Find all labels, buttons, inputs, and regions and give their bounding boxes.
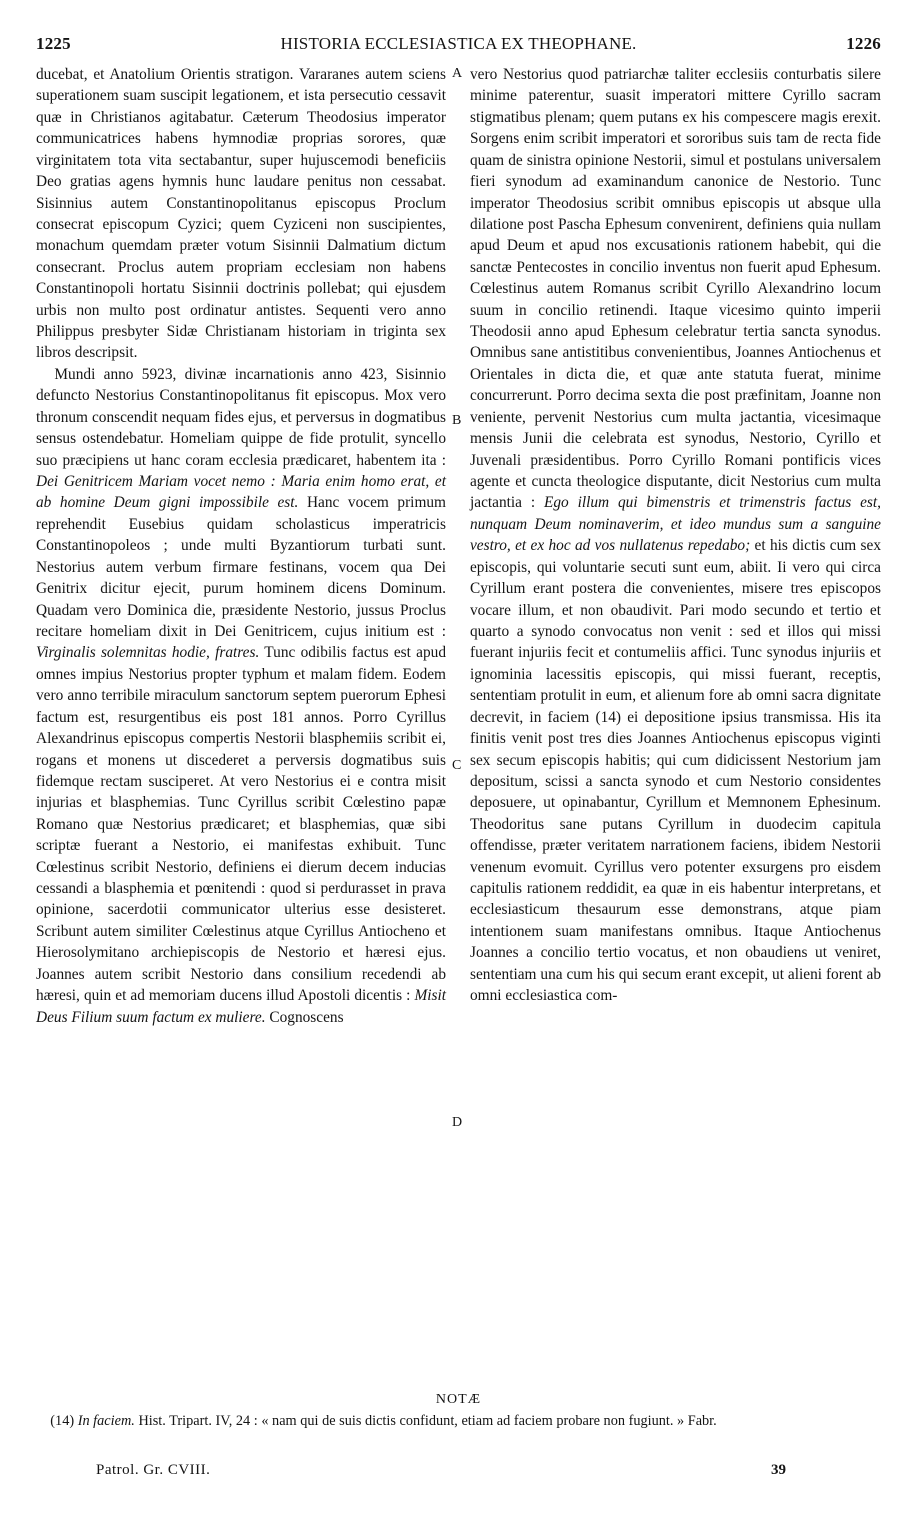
section-marker-a: A xyxy=(452,66,463,81)
left-paragraph-1: ducebat, et Anatolium Orientis stratigon. Vararanes autem sciens superationem suam suscipit legationem, et ista persecutio cessavit quæ in Christianos agitabatur. Cæterum Theodosius imperator communicatrices habens hymnodiæ proprias sorores, quæ virginitatem tota vita sectabantur, super hujuscemodi beneficiis Deo gratias agens hymnis hunc laudare penitus non cessabat. Sisinnius autem Constantinopolitanus episcopus Proclum consecrat episcopum Cyzici; quem Cyziceni non suscipientes, monachum quemdam præter votum Sisinnii Dalmatium dictum consecrant. Proclus autem propriam ecclesiam non habens Constantinopoli hortatu Sisinnii doctrinis pollebat; qui ejusdem urbis non multo post ordinatur antistes. Sequenti vero anno Philippus presbyter Sidæ Christianam historiam in triginta sex libros descripsit. xyxy=(36,66,446,362)
left-text-d: Cognoscens xyxy=(265,1008,344,1026)
page-number-right: 1226 xyxy=(846,34,881,53)
left-paragraph-2 xyxy=(36,364,446,1028)
section-marker-b: B xyxy=(452,413,462,428)
left-column xyxy=(36,64,446,1028)
section-marker-d: D xyxy=(452,1115,463,1130)
right-paragraph-1 xyxy=(470,64,881,1007)
footnote-number: (14) xyxy=(50,1413,75,1429)
right-column xyxy=(470,64,881,1007)
left-text-b: Hanc vocem primum reprehendit Eusebius quidam scholasticus imperatricis Constantinopoleos ; unde multi Byzantiorum turbati sunt. Nestorius autem verbum firmare festinans, vocem qua Dei Genitrix dicitur ejecit, purum hominem dicens Dominum. Quadam vero Dominica die, præsidente Nestorio, jussus Proclus recitare homeliam dixit in Dei Genitricem, cujus initium est : xyxy=(36,494,446,640)
series-signature: Patrol. Gr. CVIII. xyxy=(96,1462,211,1478)
right-text-a: vero Nestorius quod patriarchæ taliter ecclesiis conturbatis silere minime paterentur, suasit imperatori mittere Cyrillo sacram stigmatibus plenam; quem putans ex his compescere magis erexit. Sorgens enim scribit imperatori et sororibus suis tam de recta fide quam de sinistra opinione Nestorii, simul et postulans universalem fieri synodum ad examinandum canonice de Nestorio. Tunc imperator Theodosius scribit omnibus episcopis ut absque ulla dilatione post Pascha Ephesum convenirent, definiens quia nullam apud Deum et apud nos excusationis rationem habebit, qui die sanctæ Pentecostes in concilio inventus non fuerit apud Ephesum. Cœlestinus autem Romanus scribit Cyrillo Alexandrino locum suum in concilio retinendi. Itaque vicesimo quinto imperii Theodosii anno apud Ephesum celebratur tertia sancta synodus. Omnibus sane antistitibus convenientibus, Joannes Antiochenus et Orientales in dicta die, et quæ ante statuta fuerat, minime concurrerunt. Porro decima sexta die post præfinitam, Joanne non veniente, pervenit Nestorius cum multa jactantia, vicesimaque mensis Junii die celebrata est synodus, Nestorio, Cyrillo et Juvenali præsidentibus. Porro Cyrillo Romani pontificis vices agente et cuncta theologice disputante, dicit Nestorius cum multa jactantia : xyxy=(470,66,881,512)
left-quote-2: Virginalis solemnitas hodie, fratres. xyxy=(36,644,260,662)
footnote-14 xyxy=(36,1413,881,1430)
footnote-text: Hist. Tripart. IV, 24 : « nam qui de suis dictis confidunt, etiam ad faciem probare non fugiunt. » Fabr. xyxy=(134,1413,717,1429)
page-number-left: 1225 xyxy=(36,34,71,53)
notes-heading: NOTÆ xyxy=(435,1392,482,1407)
running-header xyxy=(36,34,881,62)
right-text-b: et his dictis cum sex episcopis, qui voluntarie secuti sunt eum, abiit. Ii vero qui circa Cyrillum erant postera die convenientes, misere tres episcopos vocare illum, et non obaudivit. Pari modo secundo et tertio et quarto a synodo convocatus non venit : sed et illos qui missi fuerant injuriis fecit et contumeliis affici. Tunc synodus injuriis et ignominia lacessitis episcopis, qui missi fuerant, receptis, sententiam protulit in eum, et alienum fore ab omni sacra dignitate decrevit, in faciem (14) ei depositione ipsius transmissa. His ita finitis venit post tres dies Joannes Antiochenus episcopus viginti sex secum episcopis habitis; qui cum didicissent Nestorium jam depositum, scissi a sancta synodo et cum Nestorio considentes deposuere, ut opinabantur, Cyrillum et Memnonem Ephesinum. Theodoritus sane putans Cyrillum in duodecim capitula offendisse, præter veritatem narrationem faciens, ibidem Nestorii venenum evomuit. Cyrillus vero potenter exsurgens pro eisdem capitulis rationem reddidit, ea quæ in eis habentur interpretans, et ecclesiasticum thesaurum esse demonstrans, atque piam intentionem suam manifestans omnibus. Itaque Antiochenus Joannes a concilio tertio vocatus, et non obaudiens ut veniret, sententiam una cum his qui secum erant excepit, ut alieni forent ab omni ecclesiastica com- xyxy=(470,537,881,1005)
left-text-c: Tunc odibilis factus est apud omnes impius Nestorius propter typhum et malam fidem. Eodem vero anno terribile miraculum sanctorum septem puerorum Ephesi factum est, resurgentibus eis post 181 annos. Porro Cyrillus Alexandrinus episcopus compertis Nestorii blasphemiis scribit ei, rogans et monens ut discederet a perversis dogmatibus suis fidemque rectam susciperet. At vero Nestorius ei e contra misit injurias et blasphemias. Tunc Cyrillus scribit Cœlestino papæ Romano quæ Nestorius prædicaret; et blasphemias, quæ sibi scriptæ fuerant a Nestorio, ei manifestas exhibuit. Tunc Cœlestinus scribit Nestorio, definiens ei dierum decem inducias cessandi a blasphemia et pœnitendi : quod si perdurasset in prava opinione, sacerdotii communicator ulterius esse desisteret. Scribunt autem similiter Cœlestinus atque Cyrillus Antiocheno et Hierosolymitano archiepiscopis de Nestorio et hæresi ejus. Joannes autem scribit Nestorio dans consilium recedendi ab hæresi, quin et ad memoriam ducens illud Apostoli dicentis : xyxy=(36,644,446,1005)
gathering-number: 39 xyxy=(771,1462,786,1478)
left-text-a: Mundi anno 5923, divinæ incarnationis anno 423, Sisinnio defuncto Nestorius Constantinopolitanus fit episcopus. Mox vero thronum conscendit nequam fides ejus, et perversus in dogmatibus sensus ostendebatur. Homeliam quippe de fide protulit, syncello suo præcipiens ut hanc coram ecclesia prædicaret, habentem ita : xyxy=(36,365,446,469)
running-title: HISTORIA ECCLESIASTICA EX THEOPHANE. xyxy=(280,34,637,53)
footnote-lemma: In faciem. xyxy=(77,1413,135,1429)
right-quote-1: Ego illum qui bimenstris et trimenstris factus est, nunquam Deum nominaverim, et ideo mundus sum a sanguine vestro, et ex hoc ad vos nullatenus repedabo; xyxy=(470,494,881,555)
section-marker-c: C xyxy=(452,758,462,773)
left-quote-1: Dei Genitricem Mariam vocet nemo : Maria enim homo erat, et ab homine Deum gigni impossibile est. xyxy=(36,473,446,512)
left-quote-3: Misit Deus Filium suum factum ex muliere. xyxy=(36,987,446,1026)
